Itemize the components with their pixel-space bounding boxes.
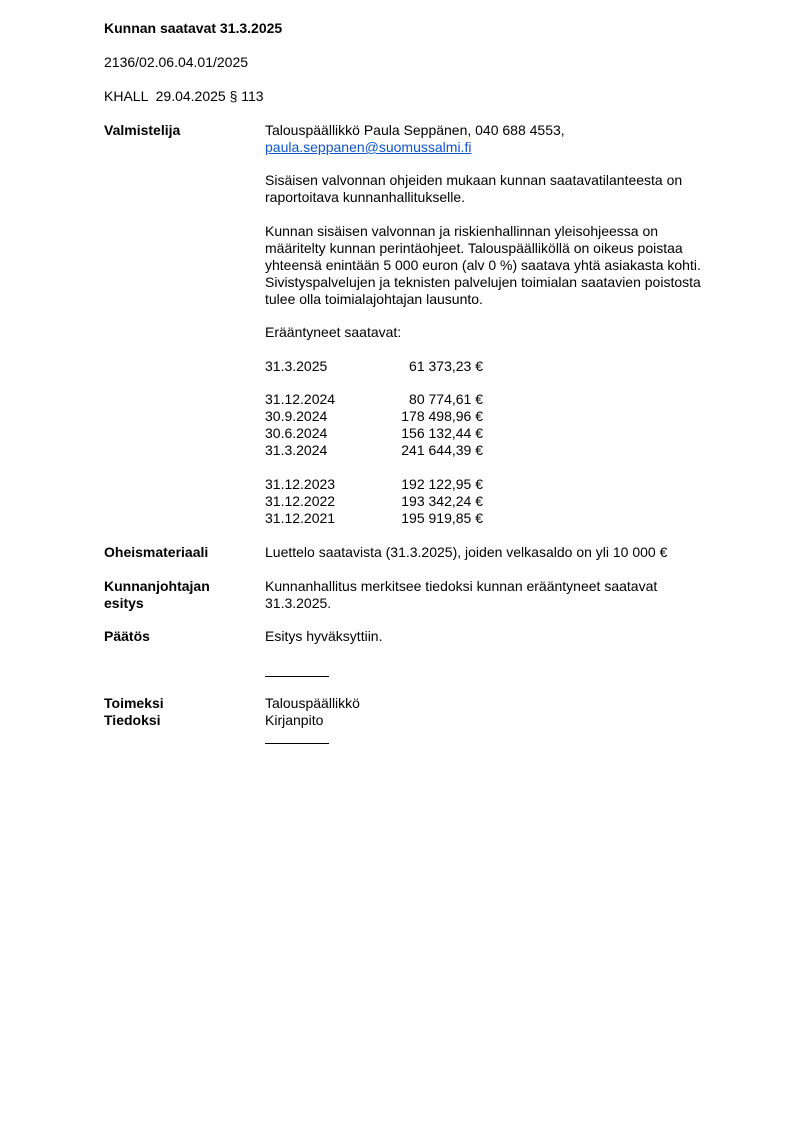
proposal-label-line: Kunnanjohtajan bbox=[104, 578, 210, 594]
paragraph-line: raportoitava kunnanhallitukselle. bbox=[265, 189, 466, 205]
proposal-text-line: Kunnanhallitus merkitsee tiedoksi kunnan erääntyneet saatavat bbox=[265, 578, 658, 594]
preparer-label: Valmistelija bbox=[104, 122, 181, 138]
receivable-date: 30.6.2024 bbox=[265, 425, 328, 441]
receivable-row bbox=[265, 408, 495, 425]
decision-label: Päätös bbox=[104, 628, 150, 644]
meeting-reference: KHALL 29.04.2025 § 113 bbox=[104, 88, 264, 104]
receivable-date: 31.12.2024 bbox=[265, 391, 336, 407]
receivable-amount: 61 373,23 € bbox=[409, 358, 483, 374]
receivable-row bbox=[265, 425, 495, 442]
receivable-date: 30.9.2024 bbox=[265, 408, 328, 424]
info-value: Kirjanpito bbox=[265, 712, 324, 728]
receivable-row bbox=[265, 391, 495, 408]
preparer-contact: Talouspäällikkö Paula Seppänen, 040 688 4553, bbox=[265, 122, 565, 138]
receivable-row bbox=[265, 358, 495, 375]
preparer-email-link[interactable]: paula.seppanen@suomussalmi.fi bbox=[265, 139, 472, 155]
paragraph-line: Sivistyspalvelujen ja teknisten palvelujen toimialan saatavien poistosta bbox=[265, 274, 701, 290]
proposal-label bbox=[104, 578, 210, 612]
proposal-label-line: esitys bbox=[104, 595, 144, 611]
receivable-date: 31.12.2022 bbox=[265, 493, 336, 509]
receivable-amount: 80 774,61 € bbox=[409, 391, 483, 407]
attachments-text: Luettelo saatavista (31.3.2025), joiden velkasaldo on yli 10 000 € bbox=[265, 544, 668, 560]
paragraph-line: yhteensä enintään 5 000 euron (alv 0 %) saatava yhtä asiakasta kohti. bbox=[265, 257, 701, 273]
receivable-amount: 241 644,39 € bbox=[401, 442, 483, 458]
receivable-row bbox=[265, 442, 495, 459]
paragraph-line: Kunnan sisäisen valvonnan ja riskienhallinnan yleisohjeessa on bbox=[265, 223, 659, 239]
receivable-amount: 195 919,85 € bbox=[401, 510, 483, 526]
receivable-row bbox=[265, 510, 495, 527]
receivable-amount: 193 342,24 € bbox=[401, 493, 483, 509]
receivable-amount: 178 498,96 € bbox=[401, 408, 483, 424]
receivable-amount: 192 122,95 € bbox=[401, 476, 483, 492]
action-value: Talouspäällikkö bbox=[265, 695, 360, 711]
case-number: 2136/02.06.04.01/2025 bbox=[104, 54, 249, 70]
paragraph-internal-control bbox=[265, 172, 735, 206]
receivable-date: 31.12.2021 bbox=[265, 510, 336, 526]
receivable-date: 31.3.2024 bbox=[265, 442, 328, 458]
paragraph-line: Sisäisen valvonnan ohjeiden mukaan kunnan saatavatilanteesta on bbox=[265, 172, 683, 188]
proposal-text-line: 31.3.2025. bbox=[265, 595, 332, 611]
receivable-amount: 156 132,44 € bbox=[401, 425, 483, 441]
divider-line bbox=[265, 676, 329, 677]
receivable-row bbox=[265, 493, 495, 510]
paragraph-line: tulee olla toimialajohtajan lausunto. bbox=[265, 291, 483, 307]
attachments-label: Oheismateriaali bbox=[104, 544, 209, 560]
info-label: Tiedoksi bbox=[104, 712, 161, 728]
overdue-heading: Erääntyneet saatavat: bbox=[265, 324, 402, 340]
divider-line bbox=[265, 743, 329, 744]
action-label: Toimeksi bbox=[104, 695, 164, 711]
receivable-row bbox=[265, 476, 495, 493]
receivable-date: 31.3.2025 bbox=[265, 358, 328, 374]
proposal-text bbox=[265, 578, 735, 612]
paragraph-collection-rules bbox=[265, 223, 735, 308]
decision-text: Esitys hyväksyttiin. bbox=[265, 628, 383, 644]
document-title: Kunnan saatavat 31.3.2025 bbox=[104, 20, 283, 36]
paragraph-line: määritelty kunnan perintäohjeet. Talouspäälliköllä on oikeus poistaa bbox=[265, 240, 683, 256]
preparer-section bbox=[265, 122, 735, 156]
receivable-date: 31.12.2023 bbox=[265, 476, 336, 492]
